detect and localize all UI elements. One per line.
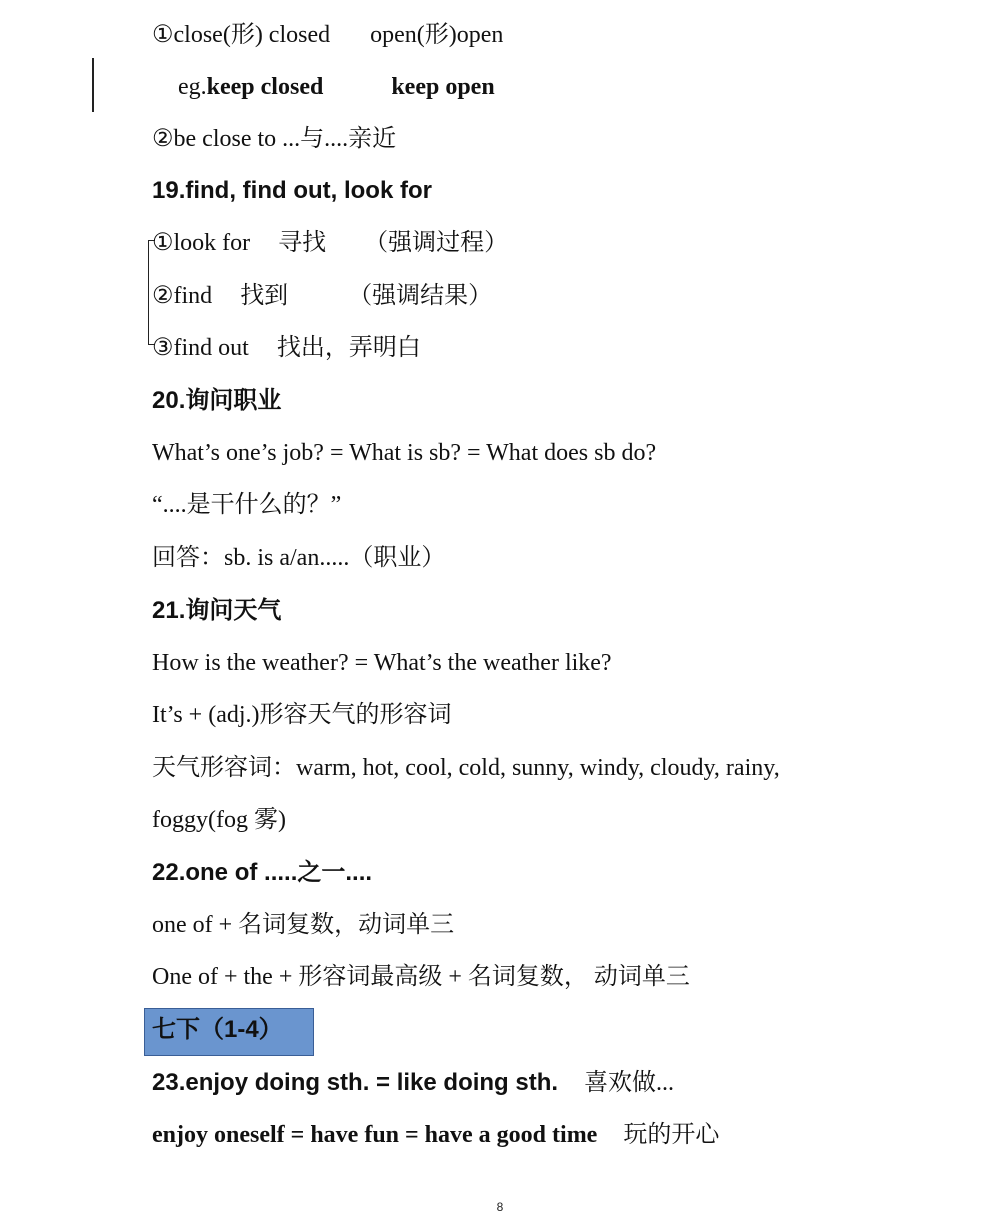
heading-21: 21.询问天气 bbox=[152, 597, 282, 624]
close-def: ①close(形) closed bbox=[152, 22, 331, 48]
heading-23-meaning: 喜欢做... bbox=[584, 1070, 675, 1096]
meaning: 找出，弄明白 bbox=[276, 335, 421, 361]
phrase: ②find bbox=[152, 283, 213, 309]
text-line-look-for bbox=[152, 228, 508, 258]
text-line-foggy: foggy(fog 雾) bbox=[152, 807, 286, 833]
text-line-close-open bbox=[152, 20, 503, 50]
text-line-find bbox=[152, 281, 492, 311]
text-line-find-out bbox=[152, 333, 421, 363]
text-line-weather-answer: It’s + (adj.)形容天气的形容词 bbox=[152, 702, 452, 728]
text-line-enjoy-oneself bbox=[152, 1120, 719, 1150]
text-line-close-to: ②be close to ...与....亲近 bbox=[152, 126, 397, 152]
page-number: 8 bbox=[496, 1200, 504, 1214]
note: （强调过程） bbox=[364, 230, 509, 256]
text-line-job-meaning: “....是干什么的？” bbox=[152, 492, 342, 518]
keep-closed: keep closed bbox=[206, 74, 324, 100]
heading-23-text: 23.enjoy doing sth. = like doing sth. bbox=[152, 1069, 559, 1096]
heading-23 bbox=[152, 1068, 674, 1101]
text-line-job-answer: 回答：sb. is a/an.....（职业） bbox=[152, 545, 446, 571]
phrase: enjoy oneself = have fun = have a good time bbox=[152, 1122, 598, 1148]
meaning: 找到 bbox=[240, 283, 289, 309]
text-line-example bbox=[178, 72, 495, 102]
keep-open: keep open bbox=[391, 74, 495, 100]
heading-19: 19.find, find out, look for bbox=[152, 177, 432, 204]
section-title: 七下（1-4） bbox=[152, 1016, 283, 1043]
open-def: open(形)open bbox=[370, 22, 504, 48]
heading-20: 20.询问职业 bbox=[152, 387, 282, 414]
note: （强调结果） bbox=[348, 283, 493, 309]
phrase: ③find out bbox=[152, 335, 249, 361]
text-line-job-question: What’s one’s job? = What is sb? = What does sb do? bbox=[152, 440, 657, 466]
meaning: 玩的开心 bbox=[623, 1122, 720, 1148]
meaning: 寻找 bbox=[278, 230, 327, 256]
margin-change-bar bbox=[92, 58, 94, 112]
text-line-one-of: one of + 名词复数，动词单三 bbox=[152, 912, 455, 938]
eg-label: eg. bbox=[178, 74, 207, 100]
text-line-weather-question: How is the weather? = What’s the weather like? bbox=[152, 650, 612, 676]
text-line-one-of-the: One of + the + 形容词最高级 + 名词复数， 动词单三 bbox=[152, 964, 690, 990]
text-line-weather-adjectives: 天气形容词：warm, hot, cool, cold, sunny, windy, cloudy, rainy, bbox=[152, 755, 780, 781]
heading-22: 22.one of .....之一.... bbox=[152, 859, 373, 886]
phrase: ①look for bbox=[152, 230, 251, 256]
